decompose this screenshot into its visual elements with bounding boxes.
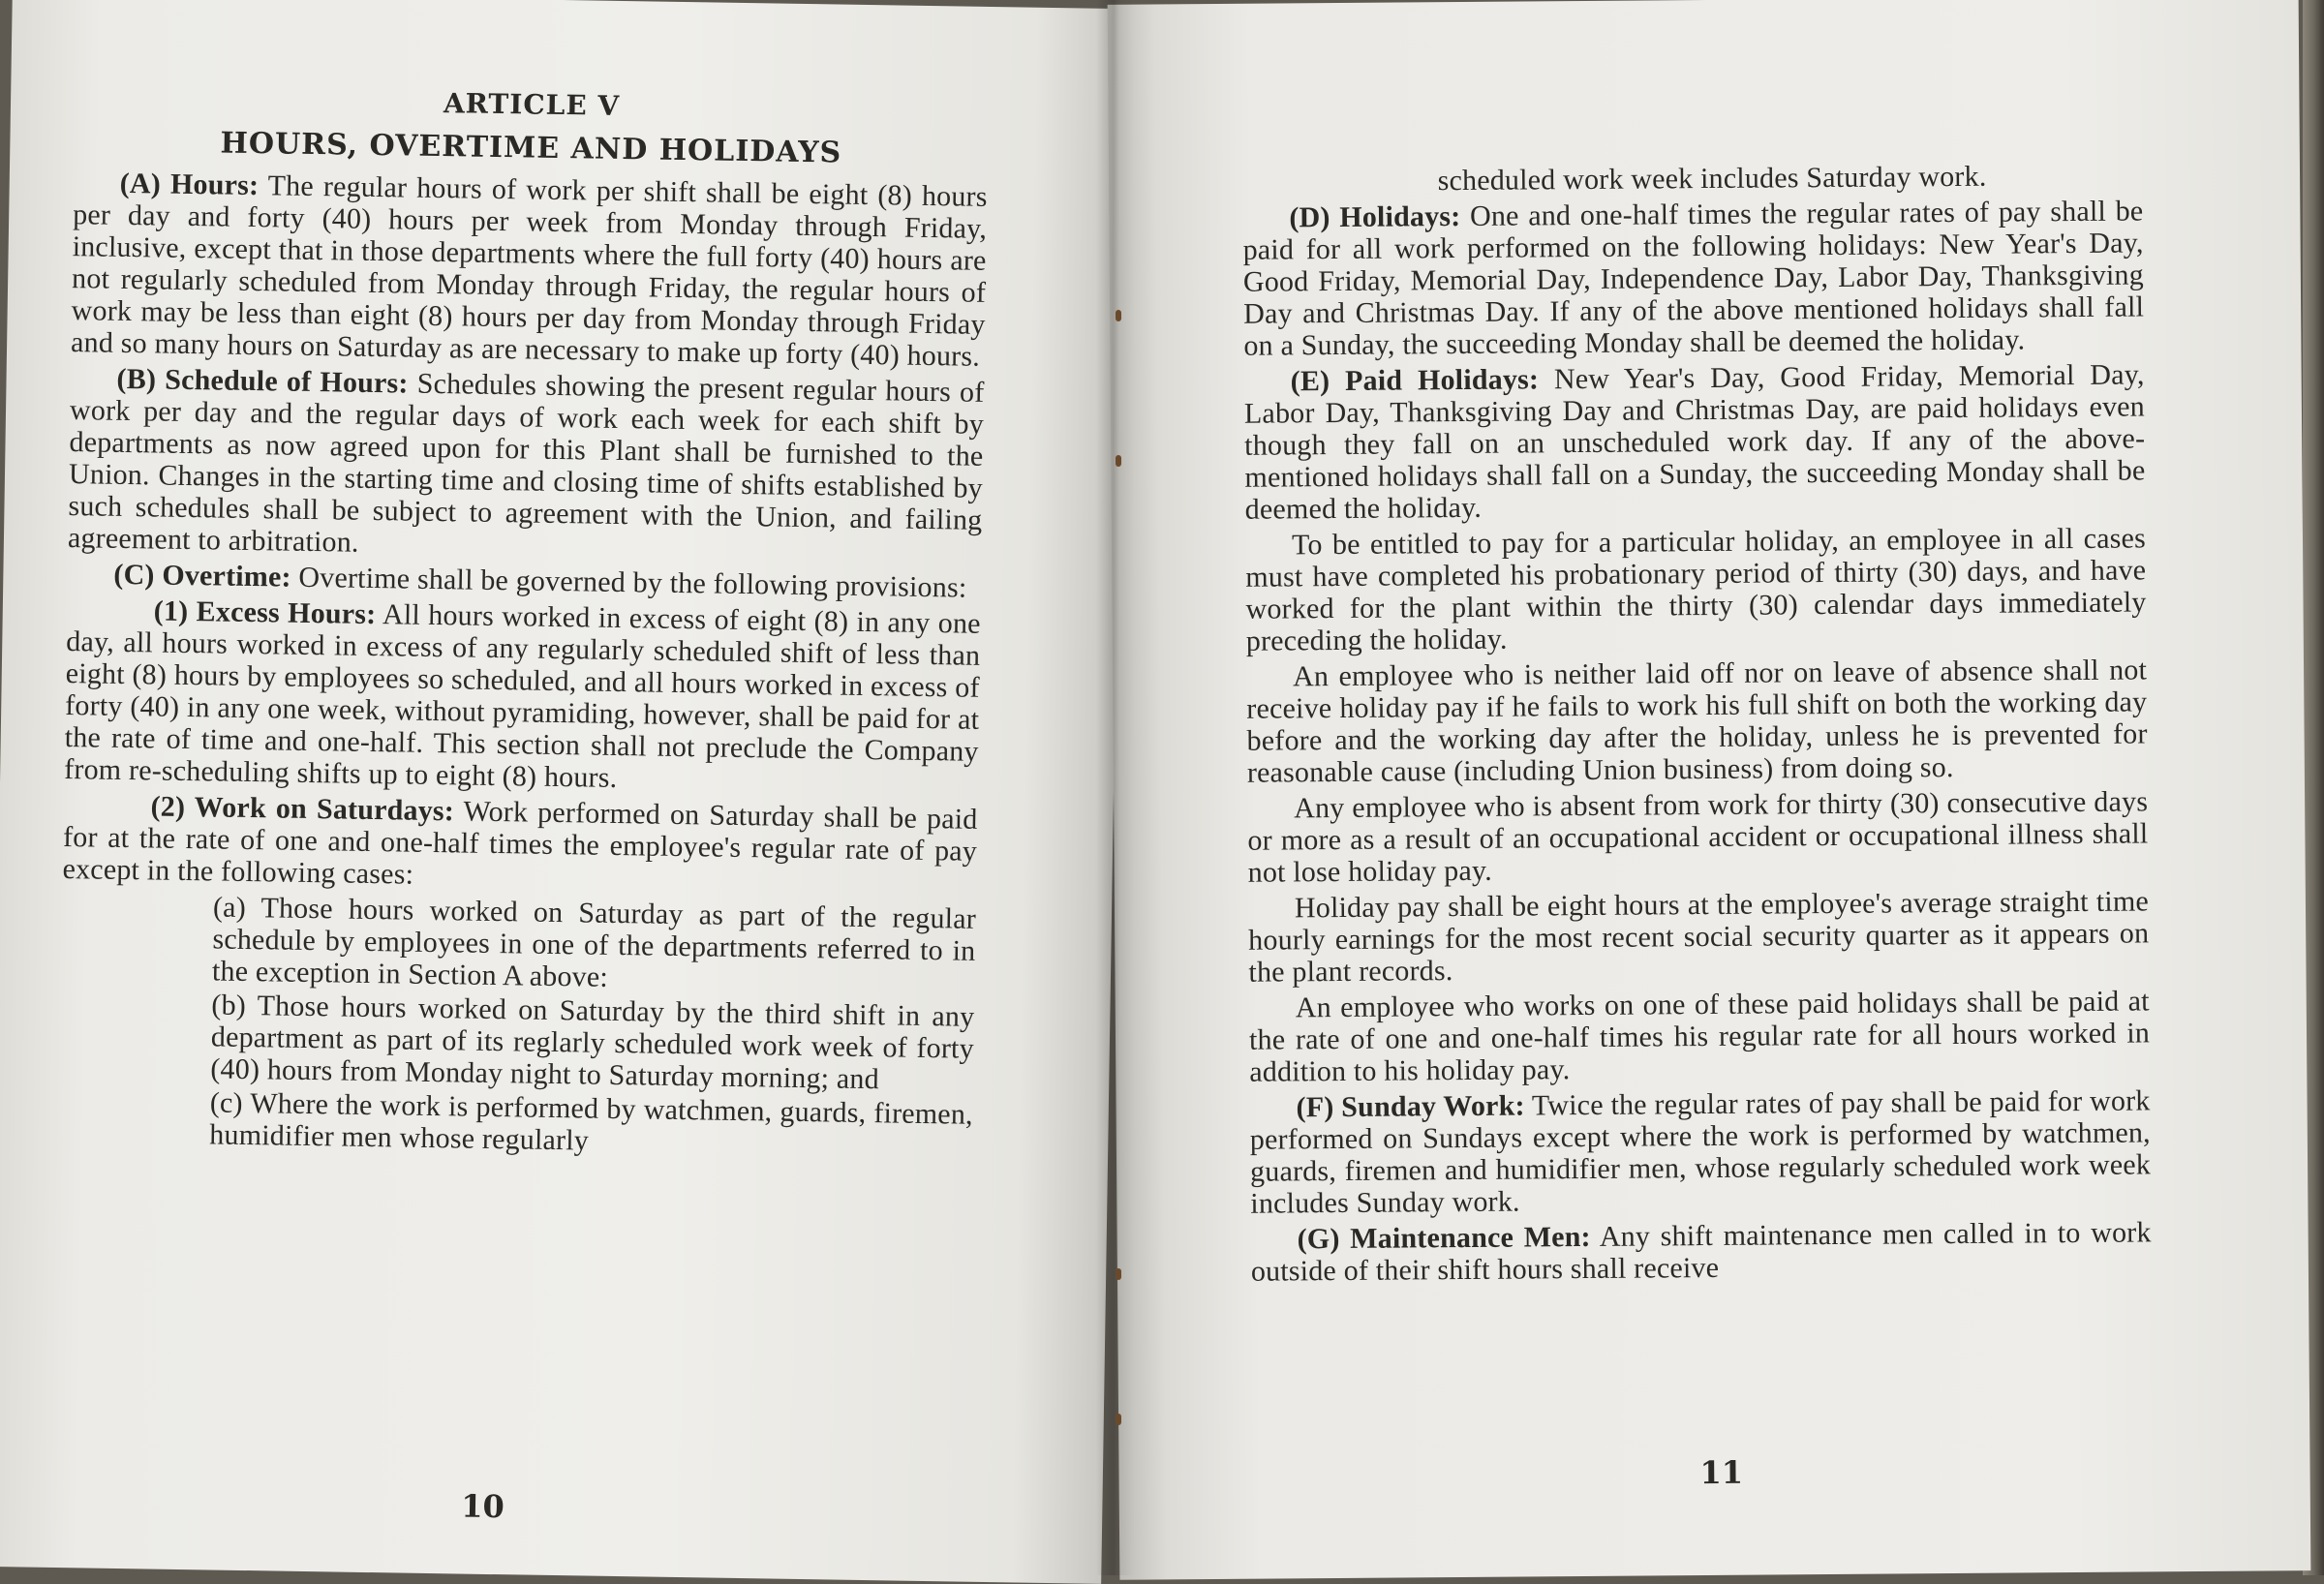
paragraph-7 bbox=[210, 989, 974, 1096]
section-text: Holiday pay shall be eight hours at the employee's average straight time hourly earnings for the most recent social security quarter as it appears on the plant records. bbox=[1248, 885, 2150, 989]
paragraph-4 bbox=[64, 594, 981, 800]
paragraph-2 bbox=[1244, 358, 2146, 525]
section-text: Schedules showing the present regular hours of work per day and the regular days of work each week for each shift by departments as now agreed upon for this Plant shall be furnished to the Union. Changes in the starting time and closing time of shifts established by such schedules shall be subject to agreement with the Union, and failing agreement to arbitration. bbox=[67, 367, 985, 559]
right-page-body bbox=[1242, 159, 2152, 1291]
section-text: Overtime shall be governed by the following provisions: bbox=[290, 561, 967, 604]
page-number-right: 11 bbox=[1699, 1453, 1744, 1492]
continued-line: scheduled work week includes Saturday work. bbox=[1437, 160, 1987, 198]
paragraph-1 bbox=[1242, 195, 2144, 361]
paragraph-3 bbox=[1245, 522, 2147, 656]
section-label: (E) Paid Holidays: bbox=[1290, 363, 1540, 398]
paragraph-1 bbox=[71, 167, 988, 373]
section-text: (b) Those hours worked on Saturday by the third shift in any department as part of its reglarly scheduled work week of forty (40) hours from Monday night to Saturday morning; and bbox=[210, 989, 975, 1096]
left-page-body bbox=[58, 167, 988, 1165]
section-label: (2) Work on Saturdays: bbox=[150, 790, 455, 828]
section-label: (G) Maintenance Men: bbox=[1297, 1220, 1591, 1256]
section-text: New Year's Day, Good Friday, Memorial Day, Labor Day, Thanksgiving Day and Christmas Day, are paid holidays even though they fall on an unscheduled work day. If any of the above-mentioned holidays shall fall on a Sunday, the succeeding Monday shall be deemed the holiday. bbox=[1243, 358, 2146, 526]
section-label: (C) Overtime: bbox=[113, 558, 291, 594]
section-text: An employee who is neither laid off nor on leave of absence shall not receive holiday pay if he fails to work his full shift on both the working day before and the working day after the holiday, unless he is prevented for reasonable cause (including Union business) from doing so. bbox=[1246, 654, 2148, 789]
paragraph-6 bbox=[1248, 885, 2150, 988]
binding-stitch bbox=[1116, 310, 1121, 321]
binding-stitch bbox=[1116, 1268, 1121, 1280]
paragraph-5 bbox=[1247, 785, 2149, 888]
binding-stitch bbox=[1116, 1414, 1121, 1425]
section-text: Any shift maintenance men called in to work outside of their shift hours shall receive bbox=[1250, 1216, 2152, 1288]
section-text: One and one-half times the regular rates of pay shall be paid for all work performed on the following holidays: New Year's Day, Good Friday, Memorial Day, Independence Day, Labor Day, Thanksgiving Day and Christmas Day. If any of the above mentioned holidays shall fall on a Sunday, the succeeding Monday shall be deemed the holiday. bbox=[1242, 195, 2145, 362]
paragraph-8 bbox=[209, 1086, 973, 1162]
section-text: The regular hours of work per shift shall be eight (8) hours per day and forty (40) hours per week from Monday through Friday, inclusive, except that in those departments where the full forty (40) hours are not regularly scheduled from Monday through Friday, the regular hours of work may be less than eight (8) hours per day from Monday through Friday and so many hours on Saturday as are necessary to make up forty (40) hours. bbox=[70, 169, 988, 373]
right-page bbox=[1108, 0, 2311, 1580]
section-label: (F) Sunday Work: bbox=[1296, 1089, 1525, 1124]
left-page bbox=[0, 0, 1126, 1584]
paragraph-9 bbox=[1251, 1216, 2152, 1287]
paragraph-8 bbox=[1249, 1084, 2151, 1219]
paragraph-2 bbox=[68, 362, 985, 568]
section-label: (D) Holidays: bbox=[1289, 199, 1461, 234]
section-text: (c) Where the work is performed by watchmen, guards, firemen, humidifier men whose regularly bbox=[209, 1086, 974, 1157]
book-gutter bbox=[1096, 0, 1135, 1575]
section-text: Twice the regular rates of pay shall be paid for work performed on Sundays except where the work is performed by watchmen, guards, firemen and humidifier men, whose regularly scheduled work week includes Sunday work. bbox=[1249, 1084, 2152, 1220]
section-text: (a) Those hours worked on Saturday as part of the regular schedule by employees in one of the departments referred to in the exception in Section A above: bbox=[211, 891, 977, 993]
paragraph-4 bbox=[1246, 654, 2148, 788]
section-text: All hours worked in excess of eight (8) in any one day, all hours worked in excess of any regularly scheduled shift of less than eight (8) hours by employees so scheduled, and all hours worked in excess of forty (40) in any one week, without pyramiding, however, shall be paid for at the rate of time and one-half. This section shall not preclude the Company from re-scheduling shifts up to eight (8) hours. bbox=[63, 598, 981, 794]
page-number-left: 10 bbox=[461, 1487, 505, 1526]
article-title: HOURS, OVERTIME AND HOLIDAYS bbox=[220, 126, 842, 170]
section-label: (B) Schedule of Hours: bbox=[116, 362, 409, 400]
binding-stitch bbox=[1116, 455, 1121, 467]
section-label: (A) Hours: bbox=[119, 167, 260, 202]
section-text: An employee who works on one of these paid holidays shall be paid at the rate of one and one-half times his regular rate for all hours worked in addition to his holiday pay. bbox=[1248, 985, 2151, 1088]
section-text: Work performed on Saturday shall be paid for at the rate of one and one-half times the employee's regular rate of pay except in the following cases: bbox=[62, 795, 978, 891]
article-number: ARTICLE V bbox=[443, 87, 621, 122]
paragraph-7 bbox=[1249, 985, 2151, 1087]
section-label: (1) Excess Hours: bbox=[153, 594, 377, 631]
section-text: To be entitled to pay for a particular holiday, an employee in all cases must have completed his probationary period of thirty (30) days, and have worked for the plant within the thirty (30) calendar days immediately preceding the holiday. bbox=[1245, 522, 2147, 657]
section-text: Any employee who is absent from work for thirty (30) consecutive days or more as a result of an occupational accident or occupational illness shall not lose holiday pay. bbox=[1247, 785, 2149, 889]
paragraph-6 bbox=[212, 891, 976, 998]
paragraph-5 bbox=[62, 789, 977, 899]
